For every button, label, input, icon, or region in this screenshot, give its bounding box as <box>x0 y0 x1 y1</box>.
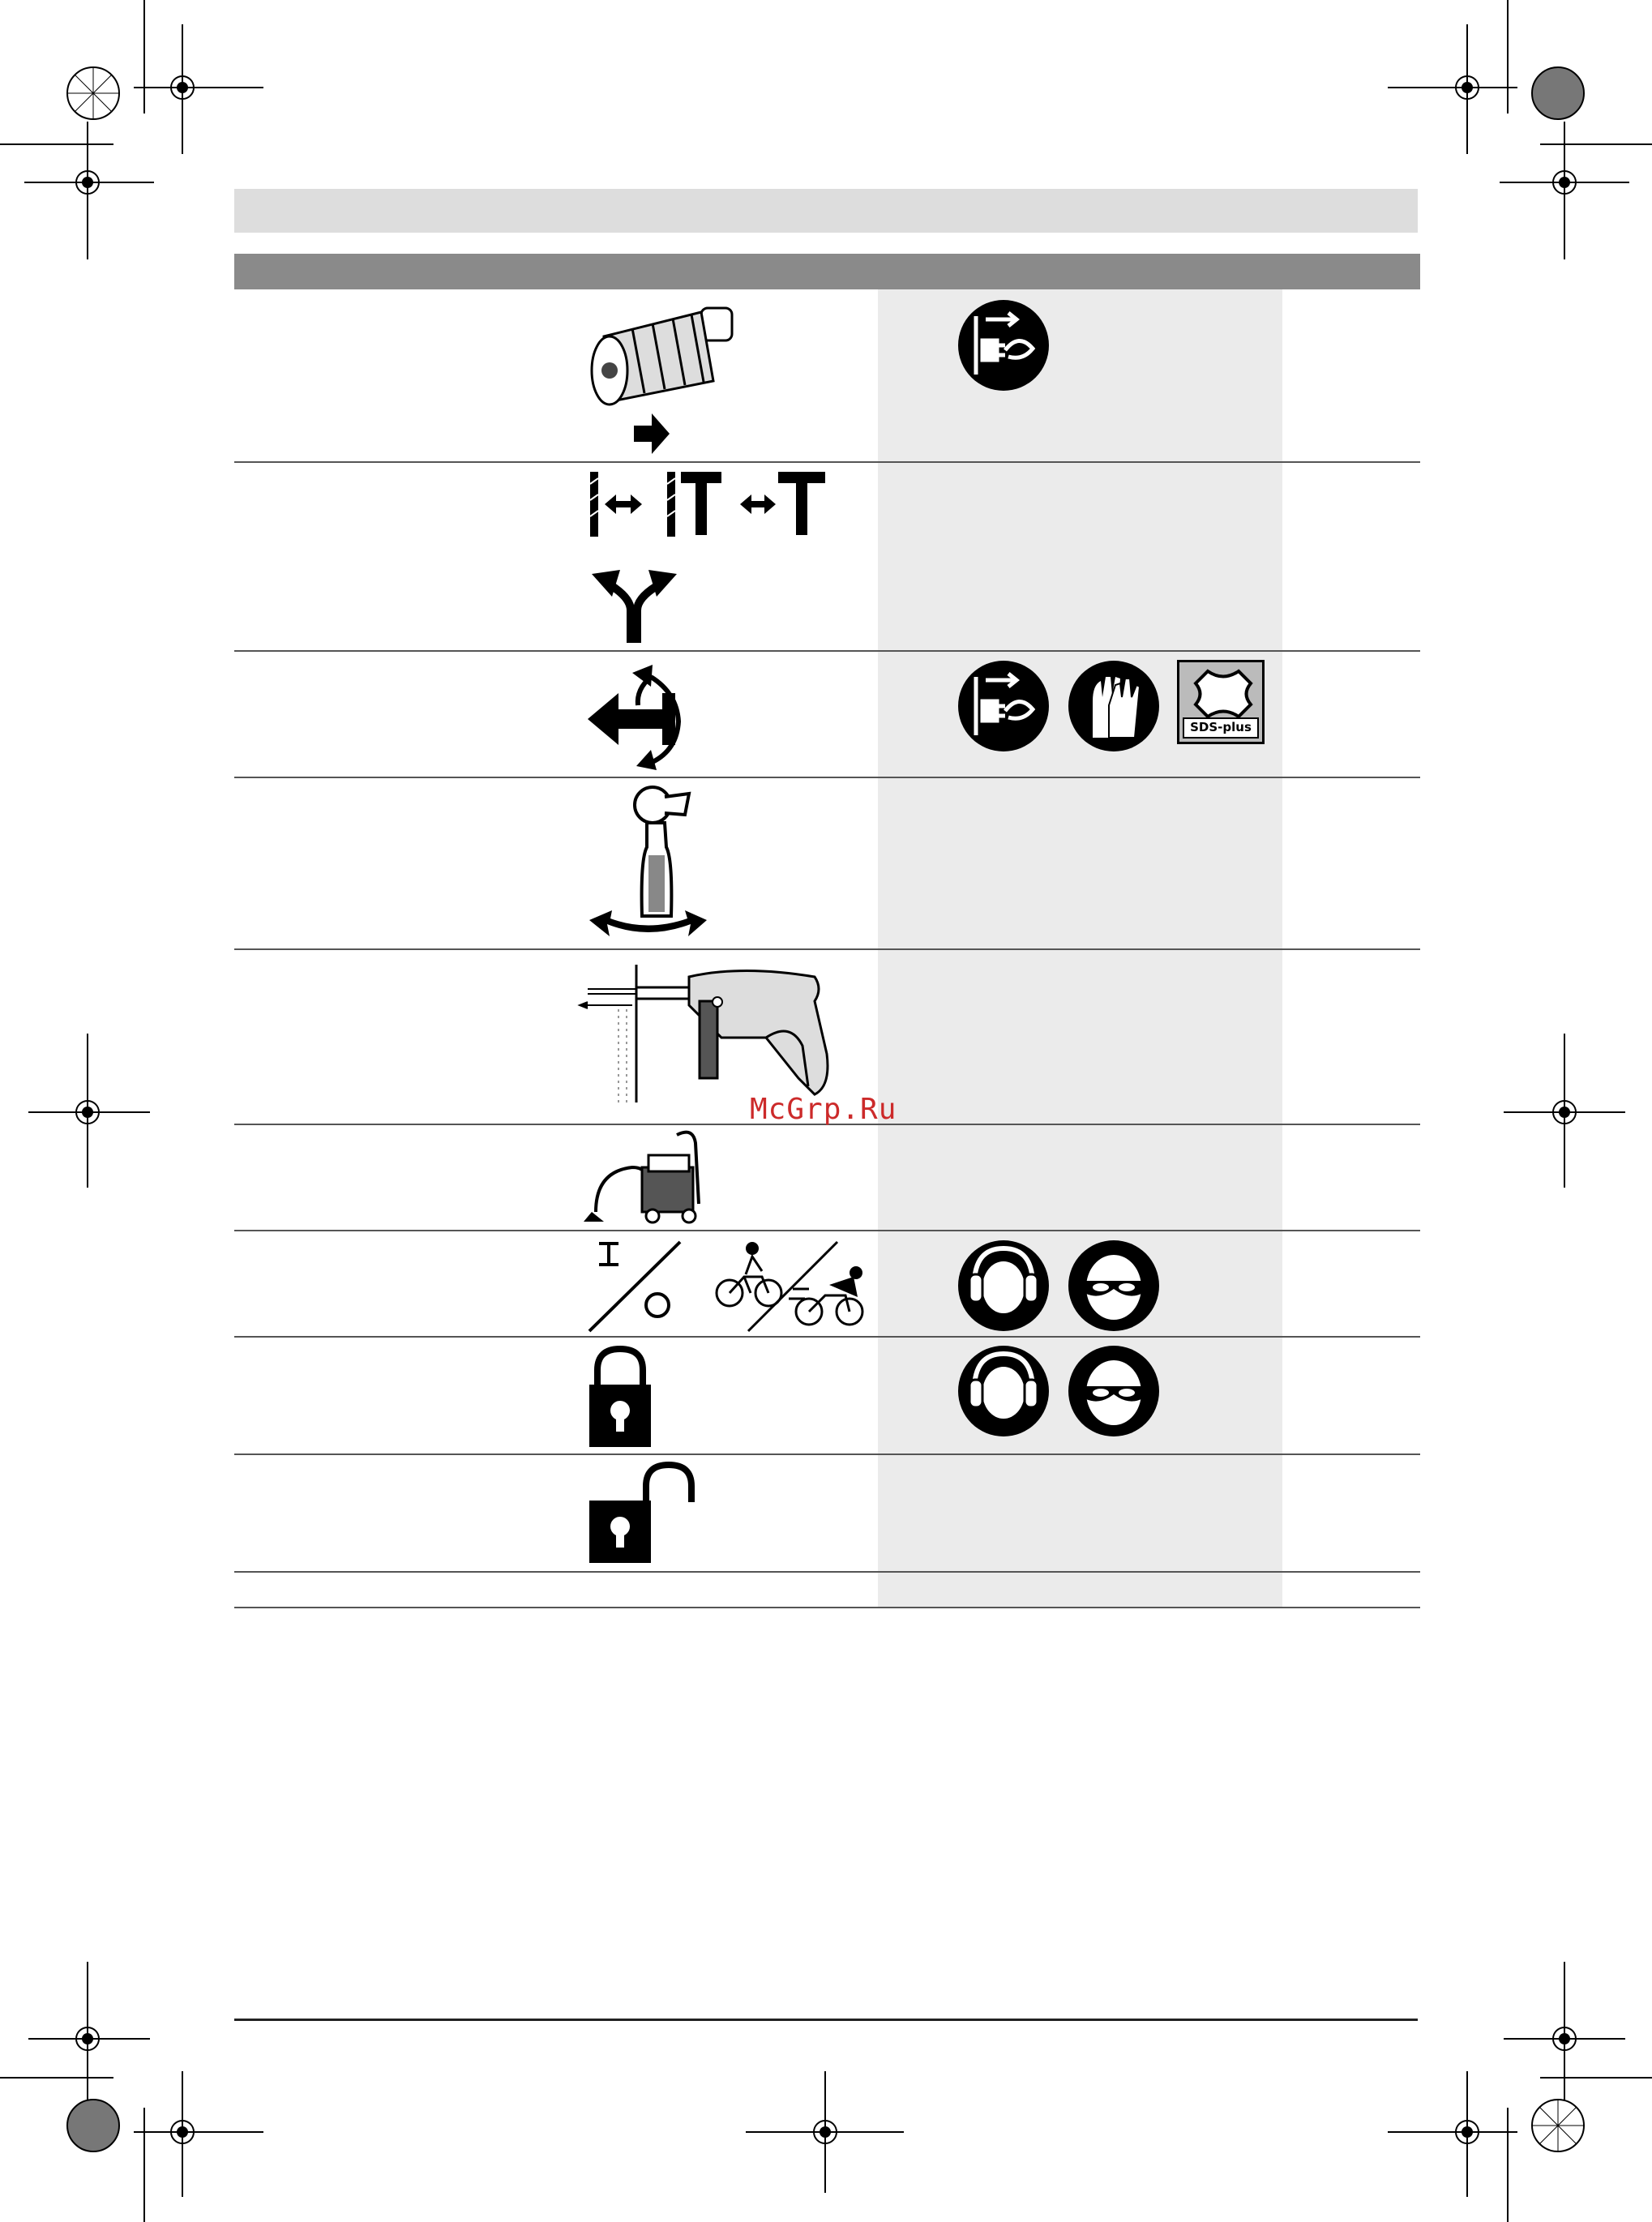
padlock-open-icon <box>589 1462 703 1563</box>
ear-protection-icon <box>958 1240 1049 1331</box>
header-bar-dark <box>234 254 1420 289</box>
gloves-icon <box>1068 661 1159 751</box>
rotation-direction-icon <box>588 661 693 774</box>
rotary-hammer-icon <box>580 965 847 1107</box>
row-divider <box>234 461 1420 463</box>
row-divider <box>234 948 1420 950</box>
row-divider <box>234 650 1420 652</box>
ear-protection-icon <box>958 1346 1049 1436</box>
row-divider <box>234 1454 1420 1455</box>
auxiliary-handle-icon <box>624 782 705 916</box>
unplug-icon <box>958 300 1049 391</box>
row-divider <box>234 1571 1420 1573</box>
header-bar-light <box>234 189 1418 233</box>
sds-plus-label: SDS-plus <box>1183 717 1259 739</box>
sds-plus-icon <box>1177 660 1265 744</box>
footer-line <box>234 2019 1418 2021</box>
on-off-icon <box>589 1240 683 1334</box>
padlock-closed-icon <box>589 1346 651 1447</box>
vacuum-cleaner-icon <box>584 1131 705 1224</box>
fork-arrow-icon <box>592 566 677 643</box>
cyclist-icon <box>712 1240 874 1334</box>
row-divider <box>234 777 1420 778</box>
unplug-icon <box>958 661 1049 751</box>
row-divider <box>234 1230 1420 1231</box>
eye-protection-icon <box>1068 1346 1159 1436</box>
keyless-chuck-icon <box>588 296 742 417</box>
eye-protection-icon <box>1068 1240 1159 1331</box>
drill-bit-change-icon <box>590 472 825 537</box>
watermark: McGrp.Ru <box>750 1093 897 1126</box>
row-divider <box>234 1607 1420 1608</box>
row-divider <box>234 1336 1420 1338</box>
rotate-arc-icon <box>589 904 707 944</box>
arrow-right-icon <box>634 413 671 454</box>
